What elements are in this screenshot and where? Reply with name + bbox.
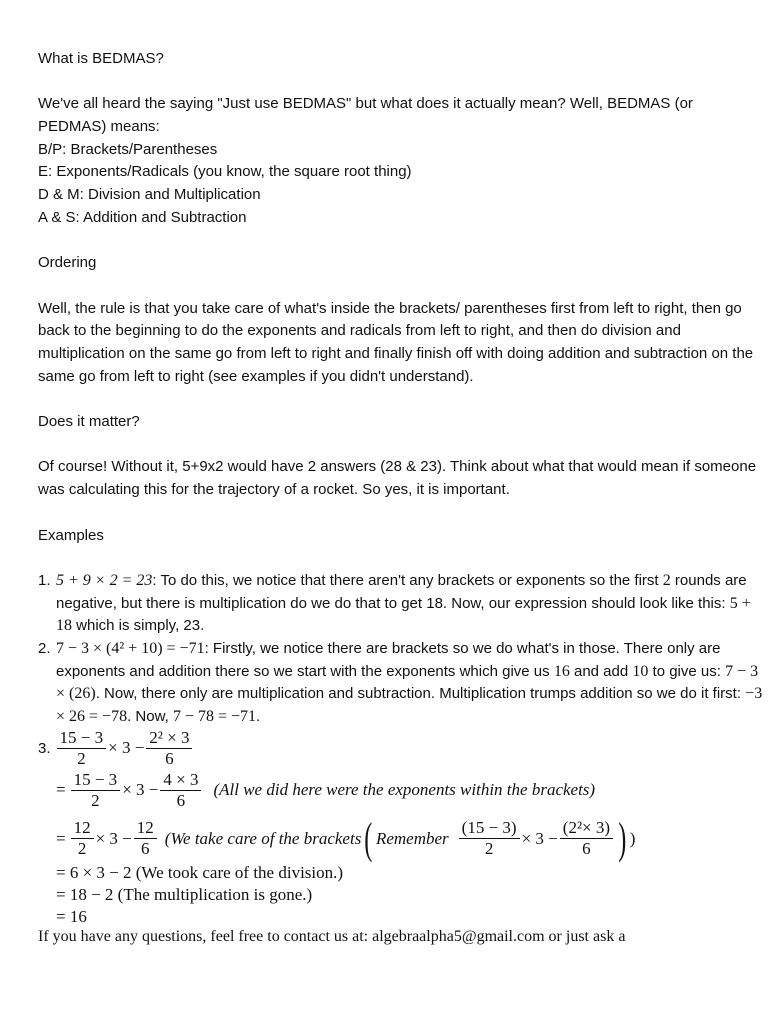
footer-contact-line: If you have any questions, feel free to contact us at: algebraalpha5@gmail.com or just ask a: [38, 927, 626, 945]
matter-heading: Does it matter?: [38, 413, 140, 431]
example-3-row-2: = $\frac{15 - 3}{2}$ × 3 − $\frac{4 \times 3}{6}$ (All we did here were the exponents within the brackets): [56, 769, 596, 810]
example-3-note-brackets: (We take care of the brackets: [164, 828, 362, 848]
example-2-equation: 7 − 3 × (4² + 10) = −71: [56, 640, 205, 658]
meaning-brackets: B/P: Brackets/Parentheses: [38, 140, 218, 158]
example-3-row-3: = $\frac{12}{2}$ × 3 − $\frac{12}{6}$ (We take care of the brackets ( Remember $\frac{(15 - 3)}{2}$ × 3 − $\frac{\text{(2²× 3)}}{6}$ ) ): [56, 813, 636, 863]
example-1-expression: 5 + 18: [56, 594, 751, 635]
example-3-note-exponents: (All we did here were the exponents within the brackets): [213, 780, 596, 800]
example-2: 2. 7 − 3 × (4² + 10) = −71: Firstly, we notice there are brackets so we do what's in those. There only are exponents and addition there so we start with the exponents which give us 16 and add 10 to give us: 7 − 3 × (26). Now, there only are multiplication and subtraction. Multiplication trumps addition so we do it first: −3 × 26 = −78. Now, 7 − 78 = −71.: [38, 640, 763, 726]
intro-paragraph: We've all heard the saying "Just use BEDMAS" but what does it actually mean? Well, BEDMAS (or PEDMAS) means:: [38, 95, 693, 136]
ordering-heading: Ordering: [38, 254, 97, 272]
title: What is BEDMAS?: [38, 50, 164, 67]
matter-paragraph: Of course! Without it, 5+9x2 would have 2 answers (28 & 23). Think about what that would mean if someone was calculating this for the trajectory of a rocket. So yes, it is important.: [38, 458, 757, 499]
ordering-paragraph: Well, the rule is that you take care of what's inside the brackets/ parentheses first from left to right, then go back to the beginning to do the exponents and radicals from left to right, and then do division and multiplication on the same go from left to right and finally finish off with doing addition and subtraction on the same go from left to right (see examples if you didn't understand).: [38, 299, 754, 385]
meaning-division: D & M: Division and Multiplication: [38, 186, 261, 204]
meaning-addition: A & S: Addition and Subtraction: [38, 208, 247, 226]
example-1: 1. 5 + 9 × 2 = 23: To do this, we notice that there aren't any brackets or exponents so the first 2 rounds are negative, but there is multiplication do we do that to get 18. Now, our expression should look like this: 5 + 18 which is simply, 23.: [38, 571, 751, 635]
example-3-row-5: = 18 − 2 (The multiplication is gone.): [56, 884, 313, 904]
example-3-row-1: 3. $\frac{15 - 3}{2}$ × 3 − $\frac{\text{2² × 3}}{6}$: [38, 729, 194, 768]
meaning-exponents: E: Exponents/Radicals (you know, the square root thing): [38, 163, 412, 181]
examples-heading: Examples: [38, 526, 104, 544]
example-3-row-4: = 6 × 3 − 2 (We took care of the division.): [56, 862, 344, 882]
example-1-equation: 5 + 9 × 2 = 23: [56, 571, 153, 589]
example-3: [38, 729, 763, 924]
examples-list: [38, 570, 763, 729]
example-3-row-6: = 16: [56, 906, 87, 926]
document-page: [38, 48, 763, 948]
